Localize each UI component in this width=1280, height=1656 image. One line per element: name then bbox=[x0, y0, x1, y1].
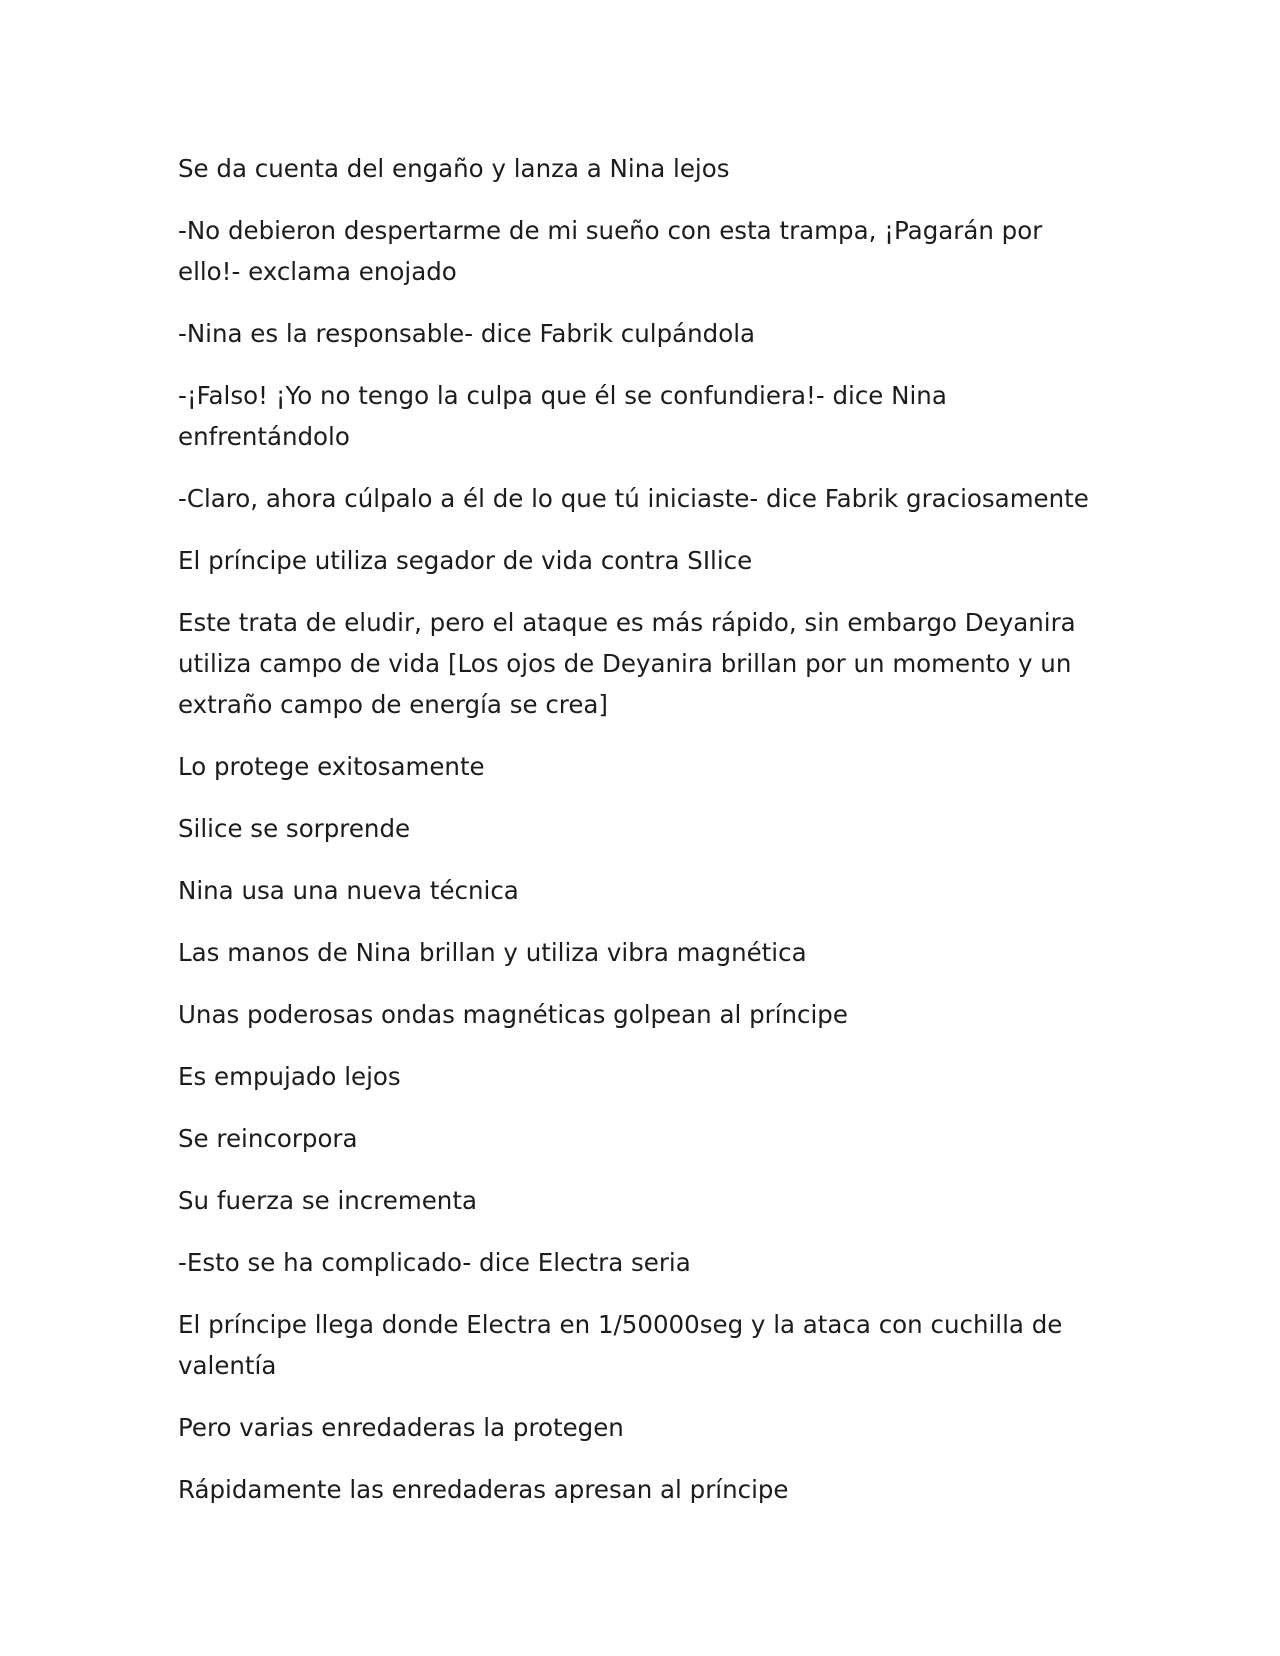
paragraph: Pero varias enredaderas la protegen bbox=[178, 1413, 624, 1442]
paragraph: Se reincorpora bbox=[178, 1124, 358, 1153]
paragraph: El príncipe llega donde Electra en 1/50000seg y la ataca con cuchilla de valentía bbox=[178, 1310, 1063, 1380]
paragraph: -Claro, ahora cúlpalo a él de lo que tú iniciaste- dice Fabrik graciosamente bbox=[178, 484, 1089, 513]
paragraph: Su fuerza se incrementa bbox=[178, 1186, 477, 1215]
document-body bbox=[178, 148, 1108, 1531]
paragraph: Lo protege exitosamente bbox=[178, 752, 485, 781]
paragraph: Las manos de Nina brillan y utiliza vibra magnética bbox=[178, 938, 807, 967]
paragraph: -Nina es la responsable- dice Fabrik culpándola bbox=[178, 319, 756, 348]
paragraph: El príncipe utiliza segador de vida contra SIlice bbox=[178, 546, 753, 575]
paragraph: Este trata de eludir, pero el ataque es más rápido, sin embargo Deyanira utiliza campo de vida [Los ojos de Deyanira brillan por un momento y un extraño campo de energía se crea] bbox=[178, 608, 1076, 719]
paragraph: Nina usa una nueva técnica bbox=[178, 876, 519, 905]
paragraph: Silice se sorprende bbox=[178, 814, 411, 843]
paragraph: -Esto se ha complicado- dice Electra seria bbox=[178, 1248, 691, 1277]
paragraph: Rápidamente las enredaderas apresan al príncipe bbox=[178, 1475, 789, 1504]
paragraph: Se da cuenta del engaño y lanza a Nina lejos bbox=[178, 154, 730, 183]
paragraph: -¡Falso! ¡Yo no tengo la culpa que él se confundiera!- dice Nina enfrentándolo bbox=[178, 381, 947, 451]
paragraph: Es empujado lejos bbox=[178, 1062, 401, 1091]
paragraph: Unas poderosas ondas magnéticas golpean al príncipe bbox=[178, 1000, 848, 1029]
paragraph: -No debieron despertarme de mi sueño con esta trampa, ¡Pagarán por ello!- exclama enojado bbox=[178, 216, 1043, 286]
